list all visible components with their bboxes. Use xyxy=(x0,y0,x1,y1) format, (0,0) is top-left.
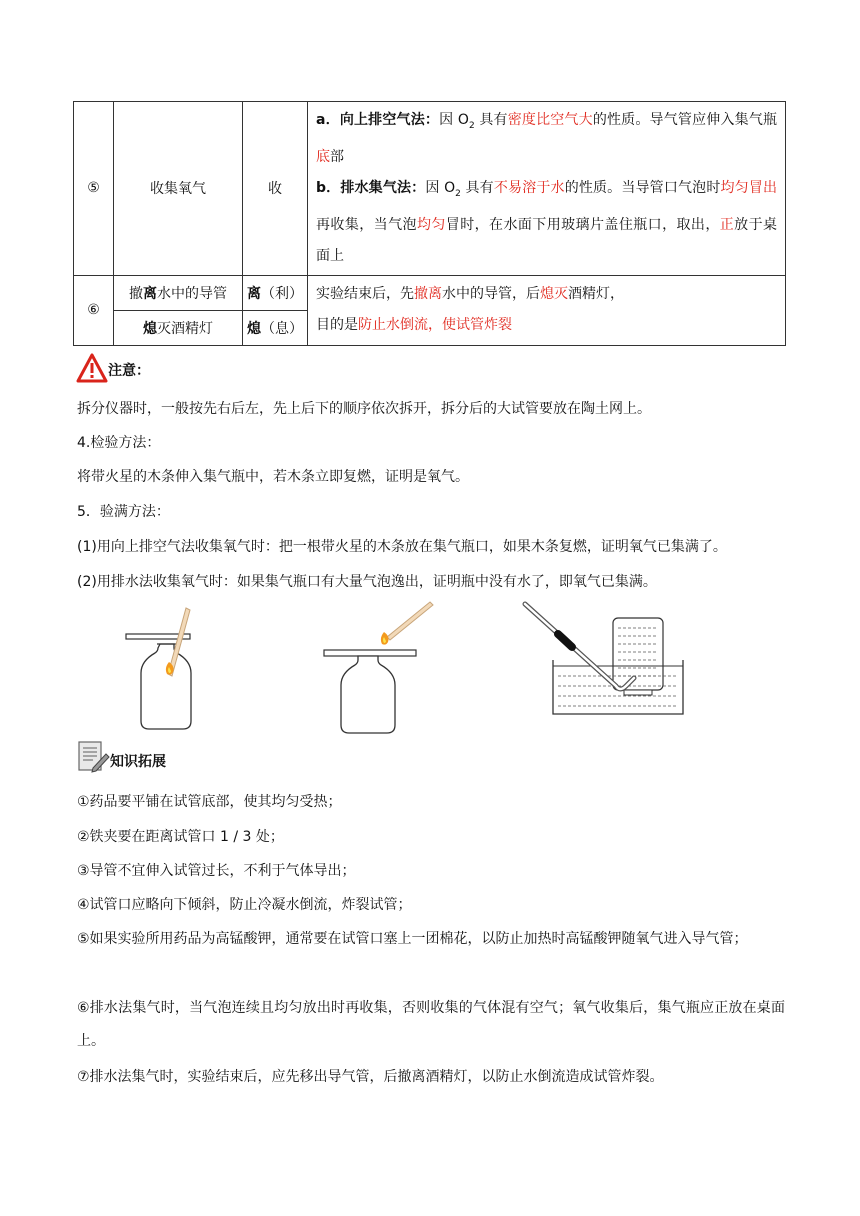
knowledge-title: 知识拓展 xyxy=(110,754,166,770)
step-keyword: 熄（息） xyxy=(243,310,308,345)
section4-title: 4.检验方法： xyxy=(77,435,161,451)
knowledge-item: ③导管不宜伸入试管过长，不利于气体导出； xyxy=(77,863,356,879)
section4-text: 将带火星的木条伸入集气瓶中，若木条立即复燃，证明是氧气。 xyxy=(77,469,469,485)
step-action: 撤离水中的导管 xyxy=(114,275,243,310)
end-steps: 实验结束后，先撤离水中的导管，后熄灭酒精灯， xyxy=(316,286,624,303)
notice-title: 注意： xyxy=(108,363,150,379)
section5-title: 5．验满方法： xyxy=(77,504,170,520)
knowledge-item: ⑤如果实验所用药品为高锰酸钾，通常要在试管口塞上一团棉花，以防止加热时高锰酸钾随氧气进入导气管； xyxy=(77,931,748,947)
step-description xyxy=(308,102,786,276)
splint-in-bottle-figure xyxy=(120,604,220,736)
method-a: a．向上排空气法：因 $O_2$ 具有密度比空气大的性质。导气管应伸入集气瓶底部 xyxy=(316,112,778,165)
notice-heading xyxy=(76,353,150,383)
step-number: ⑥ xyxy=(74,275,114,345)
method-b: b．排水集气法：因 $O_2$ 具有不易溶于水的性质。当导管口气泡时均匀冒出再收集，当气泡均匀冒时，在水面下用玻璃片盖住瓶口，取出，正放于桌面上 xyxy=(316,179,778,264)
step-action: 熄灭酒精灯 xyxy=(114,310,243,345)
table-row xyxy=(74,102,786,276)
knowledge-item: ④试管口应略向下倾斜，防止冷凝水倒流，炸裂试管； xyxy=(77,897,412,913)
knowledge-item: ⑥排水法集气时，当气泡连续且均匀放出时再收集，否则收集的气体混有空气；氧气收集后，集气瓶应正放在桌面上。 xyxy=(77,1000,785,1049)
section5-item1: (1)用向上排空气法收集氧气时：把一根带火星的木条放在集气瓶口，如果木条复燃，证明氧气已集满了。 xyxy=(77,539,727,555)
warning-triangle-icon xyxy=(76,353,108,383)
step-number: ⑤ xyxy=(74,102,114,276)
knowledge-item: ⑦排水法集气时，实验结束后，应先移出导气管，后撤离酒精灯，以防止水倒流造成试管炸裂。 xyxy=(77,1069,664,1085)
end-purpose: 目的是防止水倒流，使试管炸裂 xyxy=(316,317,512,334)
knowledge-heading xyxy=(76,740,166,774)
knowledge-item: ①药品要平铺在试管底部，使其均匀受热； xyxy=(77,794,342,810)
steps-table xyxy=(73,101,786,346)
document-pen-icon xyxy=(76,740,110,774)
table-row xyxy=(74,275,786,310)
knowledge-item: ②铁夹要在距离试管口 1 / 3 处； xyxy=(77,829,284,845)
step-keyword: 收 xyxy=(243,102,308,276)
section5-item2: (2)用排水法收集氧气时：如果集气瓶口有大量气泡逸出，证明瓶中没有水了，即氧气已集满。 xyxy=(77,574,657,590)
step-keyword: 离（利） xyxy=(243,275,308,310)
water-displacement-figure xyxy=(516,600,692,720)
step-description xyxy=(308,275,786,345)
notice-text: 拆分仪器时，一般按先右后左，先上后下的顺序依次拆开，拆分后的大试管要放在陶土网上。 xyxy=(77,401,651,417)
step-action: 收集氧气 xyxy=(114,102,243,276)
splint-over-bottle-figure xyxy=(318,600,438,736)
